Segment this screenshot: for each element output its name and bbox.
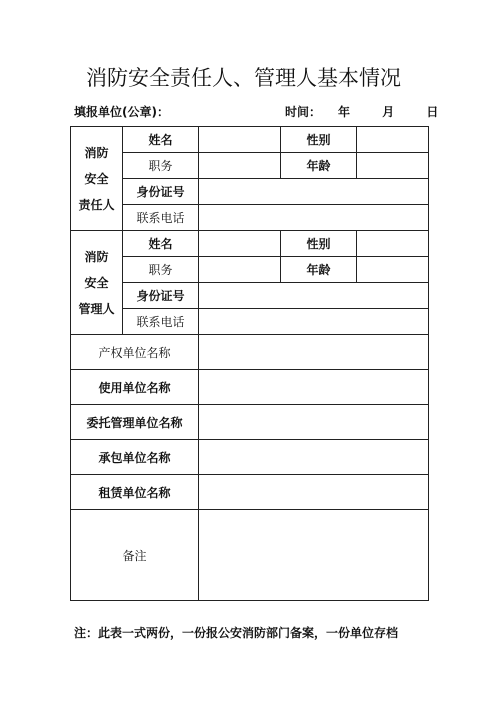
footnote: 注：此表一式两份，一份报公安消防部门备案，一份单位存档	[74, 626, 399, 640]
id-label: 身份证号	[123, 179, 199, 205]
position-field[interactable]	[199, 153, 281, 179]
gender-field[interactable]	[357, 231, 429, 257]
entrusted-unit-label: 委托管理单位名称	[71, 405, 199, 440]
table-row	[71, 440, 429, 475]
table-row	[71, 231, 429, 257]
day-label: 日	[426, 105, 439, 119]
table-row	[71, 475, 429, 510]
age-field[interactable]	[357, 153, 429, 179]
phone-label: 联系电话	[123, 309, 199, 335]
age-label: 年龄	[281, 257, 357, 283]
entrusted-unit-field[interactable]	[199, 405, 429, 440]
table-row	[71, 405, 429, 440]
position-label: 职务	[123, 257, 199, 283]
age-label: 年龄	[281, 153, 357, 179]
table-row	[71, 257, 429, 283]
gender-label: 性别	[281, 231, 357, 257]
name-field[interactable]	[199, 231, 281, 257]
property-unit-field[interactable]	[199, 335, 429, 370]
section-line: 安全	[84, 275, 109, 290]
info-table	[70, 126, 429, 601]
table-row	[71, 335, 429, 370]
table-row	[71, 309, 429, 335]
page-title: 消防安全责任人、管理人基本情况	[86, 66, 401, 90]
section-line: 责任人	[78, 197, 115, 212]
table-row	[71, 153, 429, 179]
id-field[interactable]	[199, 283, 429, 309]
property-unit-label: 产权单位名称	[71, 335, 199, 370]
user-unit-label: 使用单位名称	[71, 370, 199, 405]
lessee-unit-label: 租赁单位名称	[71, 475, 199, 510]
phone-label: 联系电话	[123, 205, 199, 231]
gender-label: 性别	[281, 127, 357, 153]
table-row	[71, 179, 429, 205]
section-line: 消防	[84, 249, 109, 264]
manager-section-label	[71, 231, 123, 335]
table-row	[71, 510, 429, 601]
position-field[interactable]	[199, 257, 281, 283]
name-field[interactable]	[199, 127, 281, 153]
contractor-unit-label: 承包单位名称	[71, 440, 199, 475]
section-line: 安全	[84, 171, 109, 186]
time-label: 时间：	[285, 105, 322, 119]
lessee-unit-field[interactable]	[199, 475, 429, 510]
fill-unit-label: 填报单位(公章)：	[74, 105, 169, 119]
table-row	[71, 127, 429, 153]
year-label: 年	[338, 105, 351, 119]
age-field[interactable]	[357, 257, 429, 283]
contractor-unit-field[interactable]	[199, 440, 429, 475]
phone-field[interactable]	[199, 309, 429, 335]
section-line: 消防	[84, 145, 109, 160]
remark-label: 备注	[71, 510, 199, 601]
id-label: 身份证号	[123, 283, 199, 309]
table-row	[71, 205, 429, 231]
name-label: 姓名	[123, 127, 199, 153]
position-label: 职务	[123, 153, 199, 179]
id-field[interactable]	[199, 179, 429, 205]
name-label: 姓名	[123, 231, 199, 257]
date-fields	[338, 103, 438, 120]
month-label: 月	[382, 105, 395, 119]
section-line: 管理人	[78, 301, 115, 316]
table-row	[71, 370, 429, 405]
table-row	[71, 283, 429, 309]
user-unit-field[interactable]	[199, 370, 429, 405]
phone-field[interactable]	[199, 205, 429, 231]
remark-field[interactable]	[199, 510, 429, 601]
gender-field[interactable]	[357, 127, 429, 153]
responsible-section-label	[71, 127, 123, 231]
